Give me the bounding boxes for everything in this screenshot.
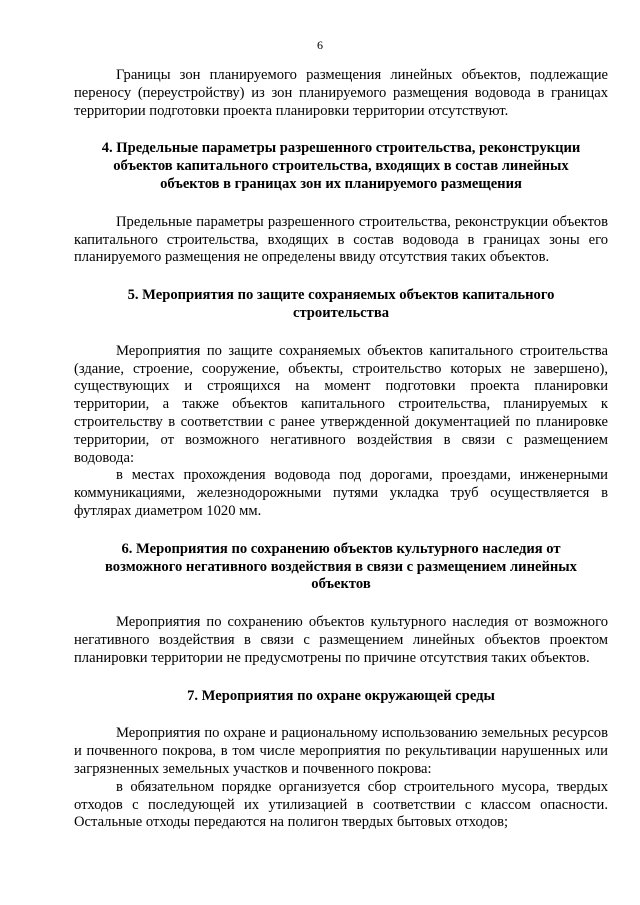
paragraph-section-5-1: Мероприятия по защите сохраняемых объектов капитального строительства (здание, строение, сооружение, объекты, строительство которых не завершено), существующих и строящихся на момент подготовки проекта планировки территории, а также объектов капитального строительства, планируемых к строительству в соответствии с ранее утвержденной документацией по планировке территории, от возможного негативного воздействия в связи с размещением водовода: [74, 342, 608, 466]
paragraph-section-4: Предельные параметры разрешенного строительства, реконструкции объектов капитального строительства, входящих в состав водовода в границах зоны его планируемого размещения не определены ввиду отсутствия таких объектов. [74, 213, 608, 266]
page-number: 6 [317, 38, 323, 52]
paragraph-section-7-1: Мероприятия по охране и рациональному использованию земельных ресурсов и почвенного покрова, в том числе мероприятия по рекультивации нарушенных или загрязненных земельных участков и почвенного покрова: [74, 725, 608, 777]
section-heading-5: 5. Мероприятия по защите сохраняемых объектов капитального строительства [127, 287, 555, 321]
paragraph-section-5-2: в местах прохождения водовода под дорогами, проездами, инженерными коммуникациями, железнодорожными путями укладка труб осуществляется в футлярах диаметром 1020 мм. [74, 467, 608, 519]
section-heading-6: 6. Мероприятия по сохранению объектов культурного наследия от возможного негативного воздействия в связи с размещением линейных объектов [105, 540, 577, 593]
paragraph-section-6: Мероприятия по сохранению объектов культурного наследия от возможного негативного воздействия в связи с размещением линейных объектов проектом планировки территории не предусмотрены по причине отсутствия таких объектов. [74, 614, 608, 666]
paragraph-section-7-2: в обязательном порядке организуется сбор строительного мусора, твердых отходов с последующей их утилизацией в соответствии с классом опасности. Остальные отходы передаются на полигон твердых бытовых отходов; [74, 778, 608, 831]
paragraph-intro: Границы зон планируемого размещения линейных объектов, подлежащие переносу (переустройству) из зон планируемого размещения водовода в границах территории подготовки проекта планировки территории отсутствуют. [74, 67, 608, 119]
document-body [74, 67, 608, 832]
section-heading-7: 7. Мероприятия по охране окружающей среды [187, 687, 495, 704]
section-heading-4: 4. Предельные параметры разрешенного строительства, реконструкции объектов капитального строительства, входящих в состав линейных объектов в границах зон их планируемого размещения [101, 140, 581, 192]
